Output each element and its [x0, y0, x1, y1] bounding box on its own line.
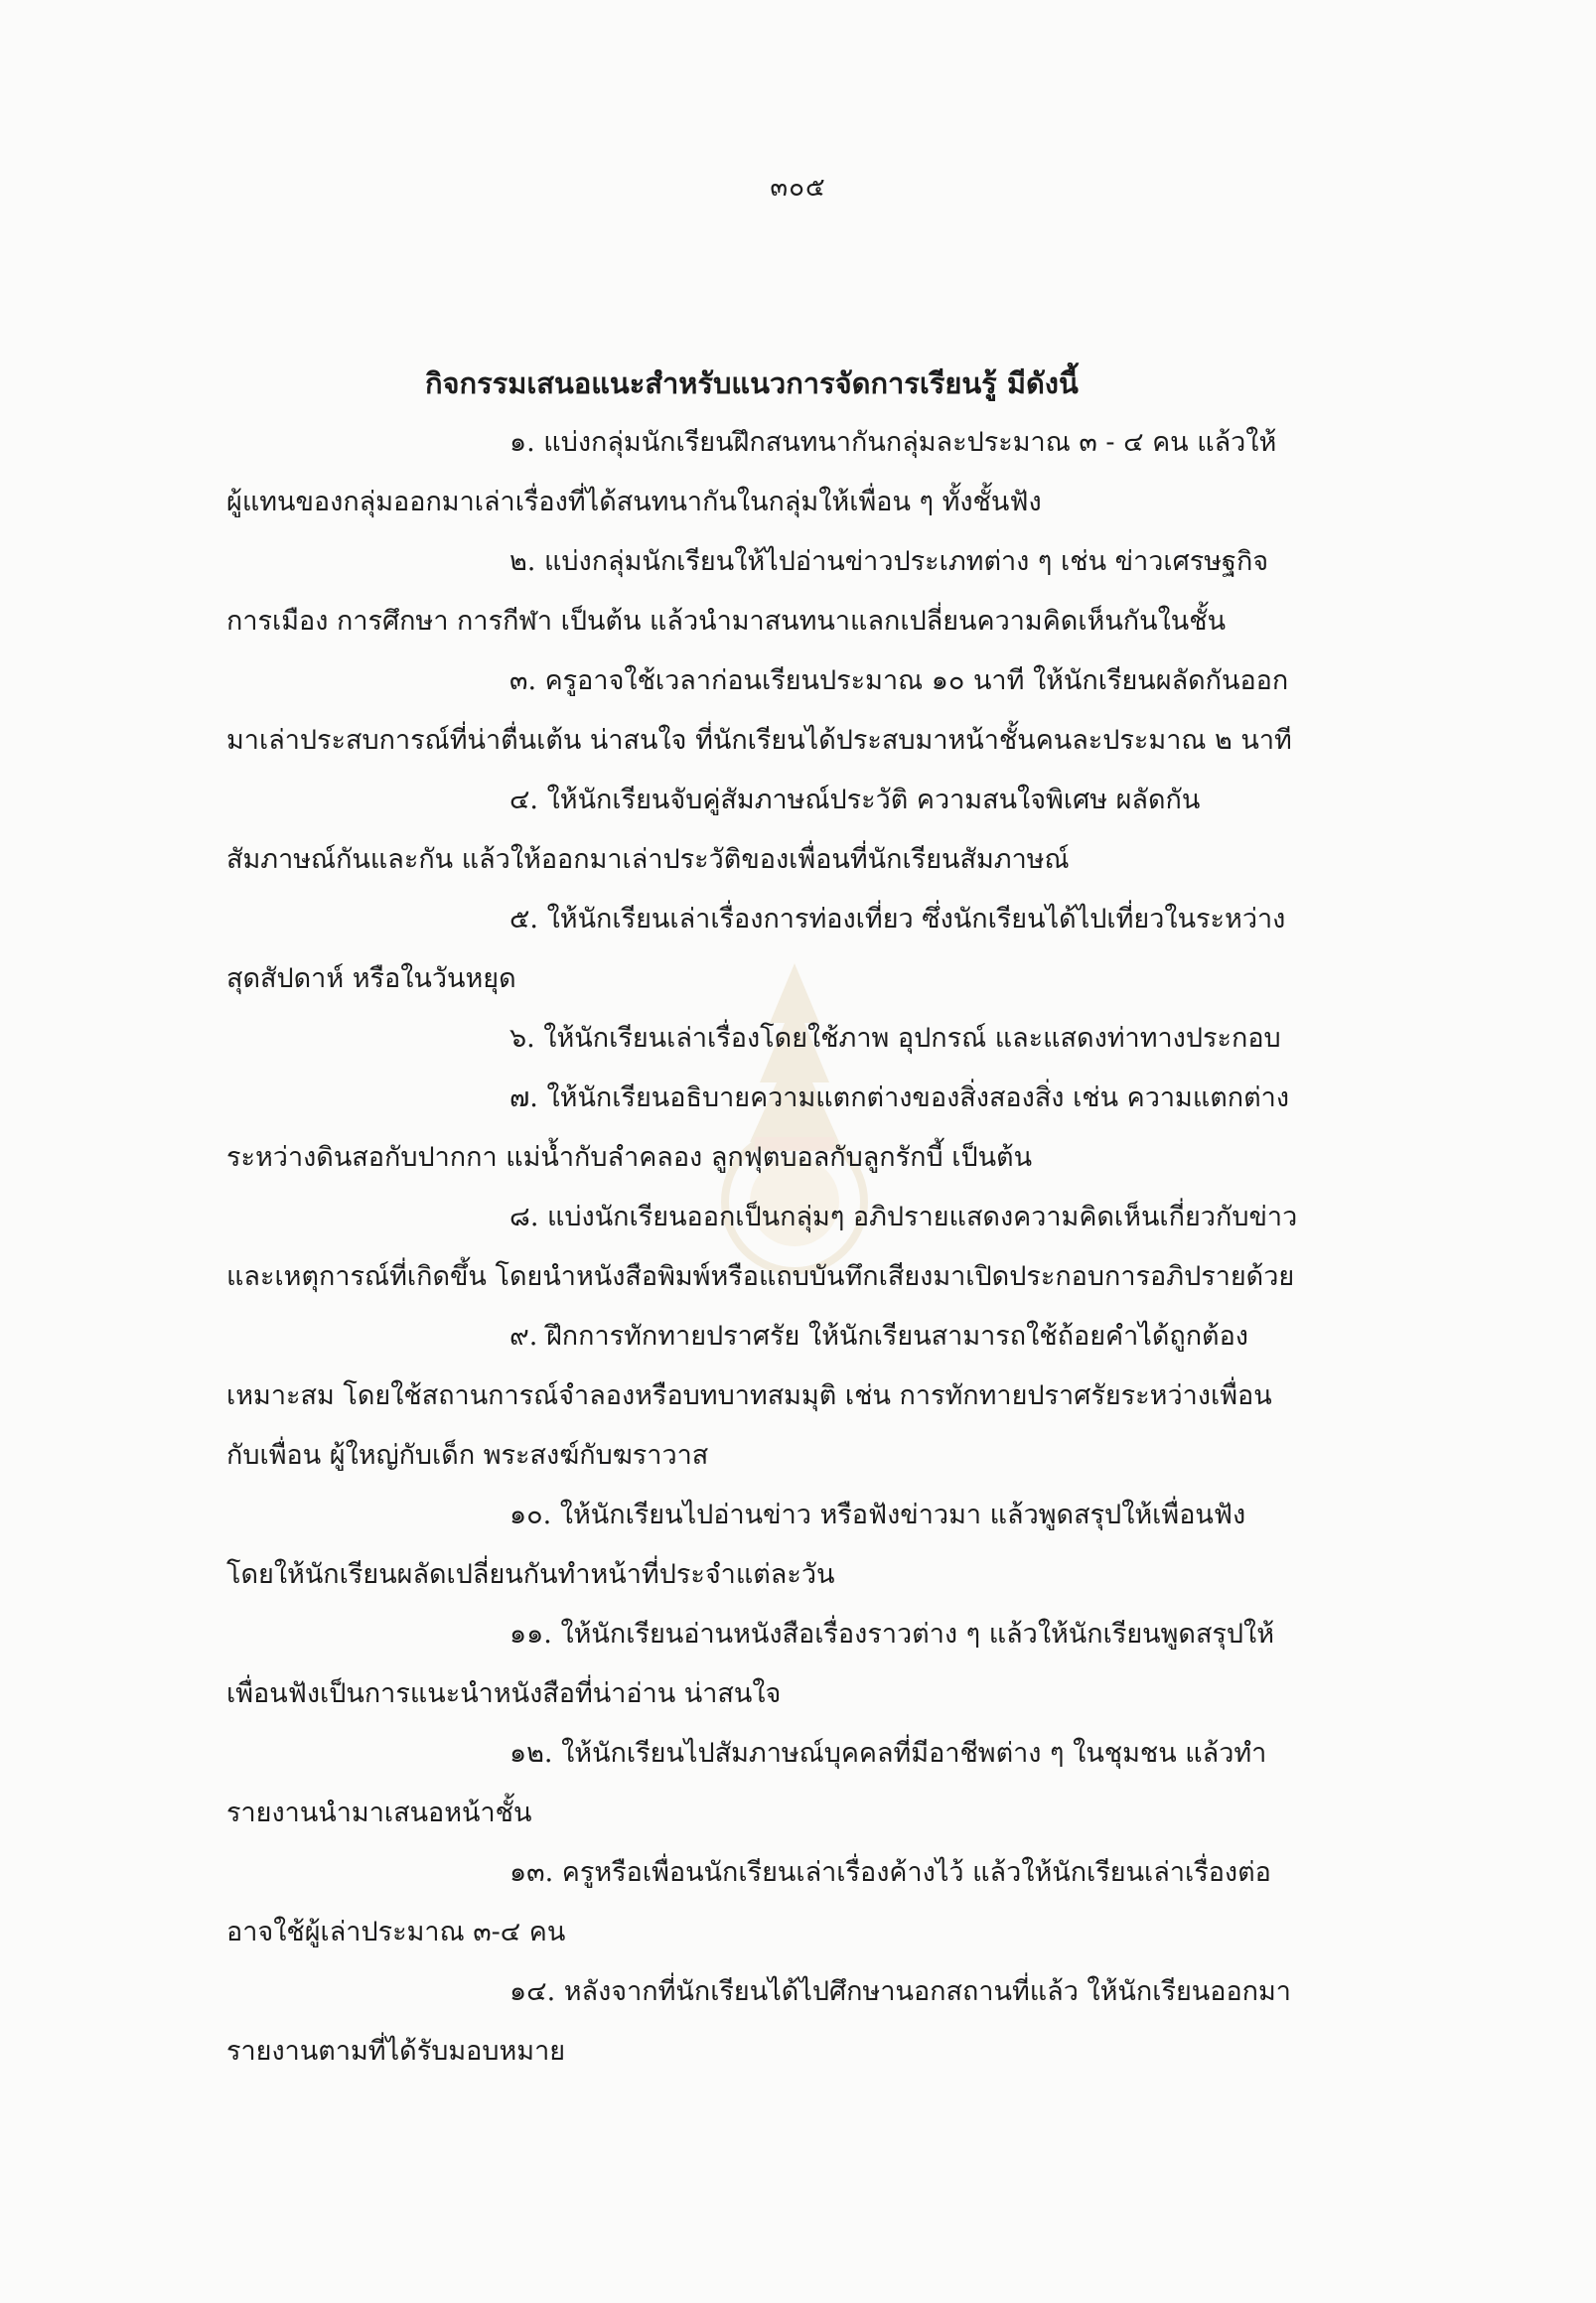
list-item-first-line: ๓. ครูอาจใช้เวลาก่อนเรียนประมาณ ๑๐ นาที ให้นักเรียนผลัดกันออก [509, 665, 1289, 696]
list-item-first-line: ๗. ให้นักเรียนอธิบายความแตกต่างของสิ่งสองสิ่ง เช่น ความแตกต่าง [509, 1082, 1290, 1113]
list-item [226, 1486, 1357, 1605]
list-item-continuation: และเหตุการณ์ที่เกิดขึ้น โดยนำหนังสือพิมพ์หรือแถบบันทึกเสียงมาเปิดประกอบการอภิปรายด้วย [226, 1261, 1295, 1292]
list-item-continuation: รายงานนำมาเสนอหน้าชั้น [226, 1798, 532, 1828]
list-item-continuation: เพื่อนฟังเป็นการแนะนำหนังสือที่น่าอ่าน น่าสนใจ [226, 1678, 782, 1709]
list-item [226, 1188, 1357, 1307]
list-item [226, 1962, 1357, 2082]
list-item-first-line: ๑๒. ให้นักเรียนไปสัมภาษณ์บุคคลที่มีอาชีพต่าง ๆ ในชุมชน แล้วทำ [509, 1738, 1267, 1769]
list-item-continuation: อาจใช้ผู้เล่าประมาณ ๓-๔ คน [226, 1917, 566, 1947]
list-item-first-line: ๑๑. ให้นักเรียนอ่านหนังสือเรื่องราวต่าง ๆ แล้วให้นักเรียนพูดสรุปให้ [509, 1619, 1275, 1650]
list-item-first-line: ๘. แบ่งนักเรียนออกเป็นกลุ่มๆ อภิปรายแสดงความคิดเห็นเกี่ยวกับข่าว [509, 1202, 1298, 1232]
list-item [226, 413, 1357, 532]
list-item-continuation: เหมาะสม โดยใช้สถานการณ์จำลองหรือบทบาทสมมุติ เช่น การทักทายปราศรัยระหว่างเพื่อน [226, 1380, 1272, 1411]
list-item-first-line: ๑๓. ครูหรือเพื่อนนักเรียนเล่าเรื่องค้างไว้ แล้วให้นักเรียนเล่าเรื่องต่อ [509, 1857, 1271, 1888]
list-item [226, 1605, 1357, 1724]
list-item-first-line: ๑. แบ่งกลุ่มนักเรียนฝึกสนทนากันกลุ่มละประมาณ ๓ - ๔ คน แล้วให้ [509, 427, 1277, 458]
document-body [226, 354, 1357, 2082]
list-item-first-line: ๔. ให้นักเรียนจับคู่สัมภาษณ์ประวัติ ความสนใจพิเศษ ผลัดกัน [509, 785, 1201, 815]
list-item [226, 1009, 1357, 1069]
list-item-continuation: สุดสัปดาห์ หรือในวันหยุด [226, 963, 516, 994]
list-item-continuation: ระหว่างดินสอกับปากกา แม่น้ำกับลำคลอง ลูกฟุตบอลกับลูกรักบี้ เป็นต้น [226, 1142, 1033, 1173]
list-item-continuation: สัมภาษณ์กันและกัน แล้วให้ออกมาเล่าประวัติของเพื่อนที่นักเรียนสัมภาษณ์ [226, 844, 1070, 875]
list-item [226, 1307, 1357, 1486]
list-item-continuation: ผู้แทนของกลุ่มออกมาเล่าเรื่องที่ได้สนทนากันในกลุ่มให้เพื่อน ๆ ทั้งชั้นฟัง [226, 487, 1042, 517]
list-item [226, 1069, 1357, 1188]
list-item [226, 1843, 1357, 1962]
list-item-first-line: ๒. แบ่งกลุ่มนักเรียนให้ไปอ่านข่าวประเภทต่าง ๆ เช่น ข่าวเศรษฐกิจ [509, 546, 1269, 577]
list-item [226, 651, 1357, 771]
list-item-first-line: ๑๔. หลังจากที่นักเรียนได้ไปศึกษานอกสถานที่แล้ว ให้นักเรียนออกมา [509, 1976, 1291, 2007]
list-item [226, 532, 1357, 651]
page-number: ๓๐๕ [770, 173, 826, 203]
list-item-continuation: กับเพื่อน ผู้ใหญ่กับเด็ก พระสงฆ์กับฆราวาส [226, 1440, 709, 1471]
list-item-continuation: มาเล่าประสบการณ์ที่น่าตื่นเต้น น่าสนใจ ที่นักเรียนได้ประสบมาหน้าชั้นคนละประมาณ ๒ นาที [226, 725, 1292, 756]
list-item [226, 771, 1357, 890]
list-item-continuation: รายงานตามที่ได้รับมอบหมาย [226, 2036, 566, 2067]
list-item-continuation: การเมือง การศึกษา การกีฬา เป็นต้น แล้วนำมาสนทนาแลกเปลี่ยนความคิดเห็นกันในชั้น [226, 606, 1227, 637]
list-item-first-line: ๖. ให้นักเรียนเล่าเรื่องโดยใช้ภาพ อุปกรณ์ และแสดงท่าทางประกอบ [509, 1023, 1281, 1054]
list-item-first-line: ๕. ให้นักเรียนเล่าเรื่องการท่องเที่ยว ซึ่งนักเรียนได้ไปเที่ยวในระหว่าง [509, 904, 1286, 935]
list-item-first-line: ๑๐. ให้นักเรียนไปอ่านข่าว หรือฟังข่าวมา แล้วพูดสรุปให้เพื่อนฟัง [509, 1500, 1246, 1530]
list-item [226, 890, 1357, 1009]
list-item-first-line: ๙. ฝึกการทักทายปราศรัย ให้นักเรียนสามารถใช้ถ้อยคำได้ถูกต้อง [509, 1321, 1248, 1352]
list-item [226, 1724, 1357, 1843]
list-item-continuation: โดยให้นักเรียนผลัดเปลี่ยนกันทำหน้าที่ประจำแต่ละวัน [226, 1559, 835, 1590]
section-heading: กิจกรรมเสนอแนะสำหรับแนวการจัดการเรียนรู้ มีดังนี้ [425, 366, 1079, 400]
